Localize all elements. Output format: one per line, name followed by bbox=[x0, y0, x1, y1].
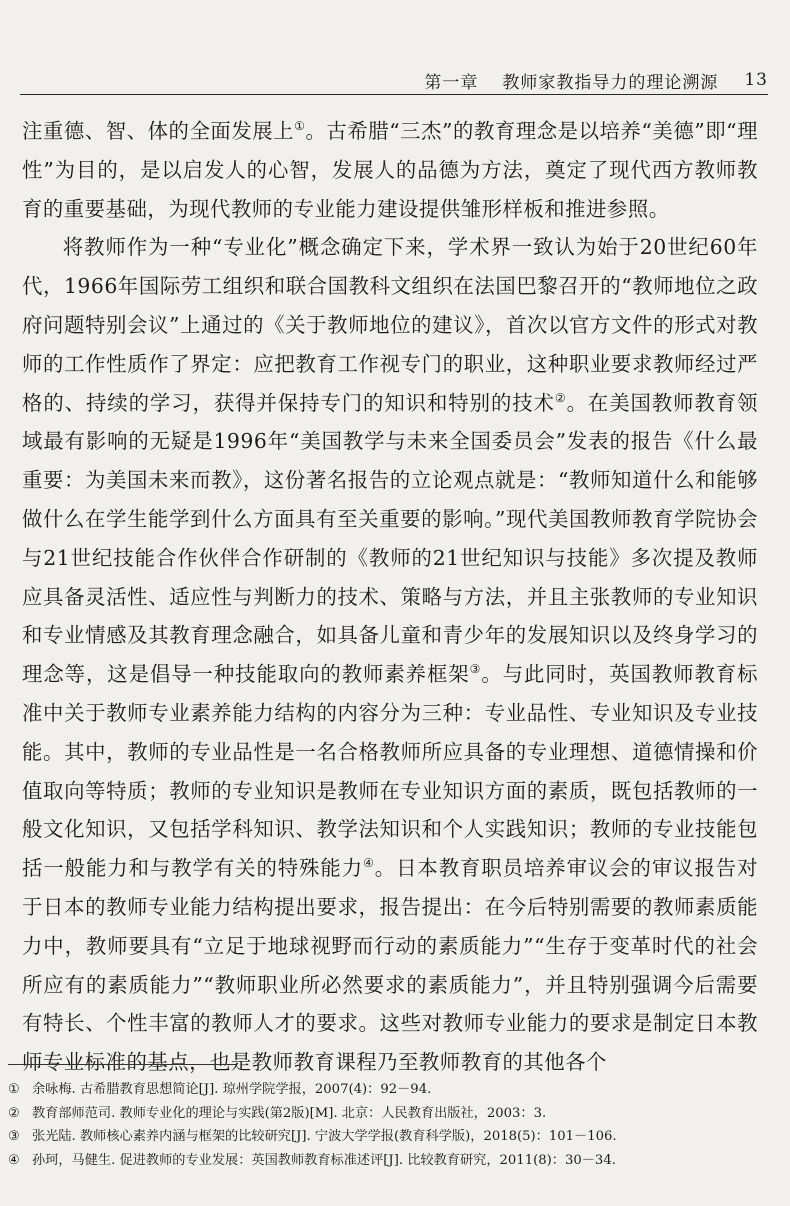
footnote bbox=[8, 1102, 768, 1126]
chapter-title: 教师家教指导力的理论溯源 bbox=[502, 72, 719, 93]
body-text bbox=[22, 112, 758, 1082]
footnote-mark: ① bbox=[8, 1082, 20, 1097]
footnote-mark: ④ bbox=[8, 1152, 20, 1168]
footnote-reference: ② bbox=[554, 390, 567, 405]
paragraph bbox=[22, 112, 758, 228]
text-run: 注重德、智、体的全面发展上 bbox=[22, 119, 295, 143]
footnote-divider bbox=[8, 1064, 236, 1065]
footnote bbox=[8, 1078, 768, 1102]
footnote bbox=[8, 1125, 768, 1149]
footnote-text: 教育部师范司. 教师专业化的理论与实践(第2版)[M]. 北京：人民教育出版社，2003：3. bbox=[32, 1105, 547, 1121]
text-run: 。古希腊“三杰”的教育理念是以培养“美德”即“理性”为目的，是以启发人的心智，发展人的品德为方法，奠定了现代西方教师教育的重要基础，为现代教师的专业能力建设提供雏形样板和推进参照。 bbox=[22, 119, 759, 221]
footnote-mark: ③ bbox=[8, 1129, 20, 1144]
footnote-mark: ② bbox=[8, 1105, 20, 1121]
running-header bbox=[20, 66, 768, 95]
text-run: 。日本教育职员培养审议会的审议报告对于日本的教师专业能力结构提出要求，报告提出：在今后特别需要的教师素质能力中，教师要具有“立足于地球视野而行动的素质能力”“生存于变革时代的社会所应有的素质能力”“教师职业所必然要求的素质能力”，并且特别强调今后需要有特长、个性丰富的教师人才的要求。这些对教师专业能力的要求是制定日本教师专业标准的基点，也是教师教育课程乃至教师教育的其他各个 bbox=[22, 856, 759, 1075]
text-run: 。在美国教师教育领域最有影响的无疑是1996年“美国教学与未来全国委员会”发表的报告《什么最重要：为美国未来而教》，这份著名报告的立论观点就是：“教师知道什么和能够做什么在学生能学到什么方面具有至关重要的影响。”现代美国教师教育学院协会与21世纪技能合作伙伴合作研制的《教师的21世纪知识与技能》多次提及教师应具备灵活性、适应性与判断力的技术、策略与方法，并且主张教师的专业知识和专业情感及其教育理念融合，如具备儿童和青少年的发展知识以及终身学习的理念等，这是倡导一种技能取向的教师素养框架 bbox=[22, 390, 758, 687]
page-number: 13 bbox=[744, 70, 768, 90]
footnote-reference: ④ bbox=[363, 856, 375, 871]
footnote-text: 张光陆. 教师核心素养内涵与框架的比较研究[J]. 宁波大学学报(教育科学版)，2018(5)：101－106. bbox=[32, 1129, 617, 1144]
footnotes bbox=[8, 1078, 768, 1172]
chapter-label: 第一章 bbox=[424, 72, 479, 93]
footnote-text: 孙珂，马健生. 促进教师的专业发展：英国教师教育标准述评[J]. 比较教育研究，2011(8)：30－34. bbox=[32, 1152, 616, 1168]
footnote-text: 余咏梅. 古希腊教育思想简论[J]. 琼州学院学报，2007(4)：92－94. bbox=[32, 1082, 432, 1097]
footnote-reference: ③ bbox=[469, 662, 482, 677]
text-run: 将教师作为一种“专业化”概念确定下来，学术界一致认为始于20世纪60年代，1966年国际劳工组织和联合国教科文组织在法国巴黎召开的“教师地位之政府问题特别会议”上通过的《关于教师地位的建议》，首次以官方文件的形式对教师的工作性质作了界定：应把教育工作视专门的职业，这种职业要求教师经过严格的、持续的学习，获得并保持专门的知识和特别的技术 bbox=[22, 235, 758, 415]
paragraph bbox=[22, 228, 758, 1082]
footnote-reference: ① bbox=[294, 119, 306, 134]
text-run: 。与此同时，英国教师教育标准中关于教师专业素养能力结构的内容分为三种：专业品性、专业知识及专业技能。其中，教师的专业品性是一名合格教师所应具备的专业理想、道德情操和价值取向等特质；教师的专业知识是教师在专业知识方面的素质，既包括教师的一般文化知识，又包括学科知识、教学法知识和个人实践知识；教师的专业技能包括一般能力和与教学有关的特殊能力 bbox=[22, 662, 759, 881]
footnote bbox=[8, 1149, 768, 1173]
